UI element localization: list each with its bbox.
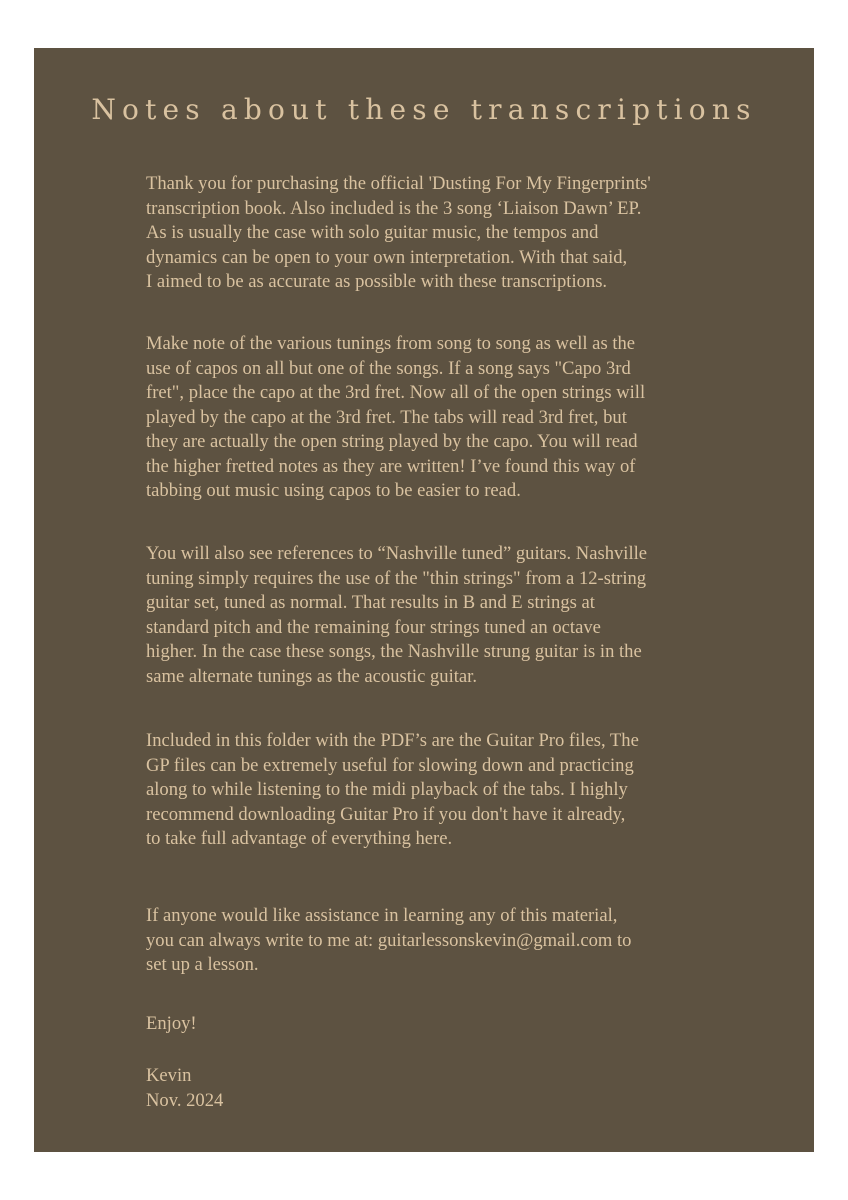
text-line: fret", place the capo at the 3rd fret. Now all of the open strings will — [146, 382, 646, 403]
text-line: Make note of the various tunings from song to song as well as the — [146, 333, 636, 354]
text-line: I aimed to be as accurate as possible with these transcriptions. — [146, 271, 608, 292]
text-line: GP files can be extremely useful for slowing down and practicing — [146, 754, 634, 776]
text-line: You will also see references to “Nashville tuned” guitars. Nashville — [146, 543, 648, 564]
paragraph-tunings-capos — [146, 332, 716, 504]
paragraph-closing — [146, 1012, 716, 1037]
paragraph-guitar-pro — [146, 729, 716, 852]
text-line: tabbing out music using capos to be easier to read. — [146, 480, 521, 501]
text-line: transcription book. Also included is the 3 song ‘Liaison Dawn’ EP. — [146, 197, 642, 219]
signature-date: Nov. 2024 — [146, 1089, 224, 1111]
text-line: use of capos on all but one of the songs. If a song says "Capo 3rd — [146, 357, 631, 379]
text-line: along to while listening to the midi playback of the tabs. I highly — [146, 779, 628, 800]
signature-block — [146, 1064, 716, 1113]
text-line: guitar set, tuned as normal. That results in B and E strings at — [146, 592, 595, 613]
text-line: If anyone would like assistance in learning any of this material, — [146, 905, 618, 926]
text-line: As is usually the case with solo guitar music, the tempos and — [146, 222, 599, 243]
text-line: the higher fretted notes as they are written! I’ve found this way of — [146, 455, 636, 477]
text-line: played by the capo at the 3rd fret. The tabs will read 3rd fret, but — [146, 406, 627, 428]
text-line: Enjoy! — [146, 1013, 197, 1034]
text-line: they are actually the open string played by the capo. You will read — [146, 431, 638, 452]
page-title: Notes about these transcriptions — [91, 93, 757, 126]
text-line: tuning simply requires the use of the "thin strings" from a 12-string — [146, 567, 647, 589]
text-line: you can always write to me at: guitarlessonskevin@gmail.com to — [146, 929, 632, 951]
text-line: to take full advantage of everything here. — [146, 828, 453, 849]
text-line: same alternate tunings as the acoustic guitar. — [146, 665, 477, 687]
paragraph-contact — [146, 904, 716, 978]
signature-name: Kevin — [146, 1065, 192, 1086]
paragraph-intro — [146, 172, 716, 295]
text-line: standard pitch and the remaining four strings tuned an octave — [146, 616, 601, 638]
text-line: Included in this folder with the PDF’s are the Guitar Pro files, The — [146, 730, 639, 751]
text-line: Thank you for purchasing the official 'Dusting For My Fingerprints' — [146, 173, 651, 194]
text-line: higher. In the case these songs, the Nashville strung guitar is in the — [146, 641, 642, 662]
text-line: recommend downloading Guitar Pro if you don't have it already, — [146, 803, 626, 825]
paragraph-nashville-tuning — [146, 542, 716, 689]
text-line: set up a lesson. — [146, 954, 259, 975]
text-line: dynamics can be open to your own interpretation. With that said, — [146, 246, 628, 268]
